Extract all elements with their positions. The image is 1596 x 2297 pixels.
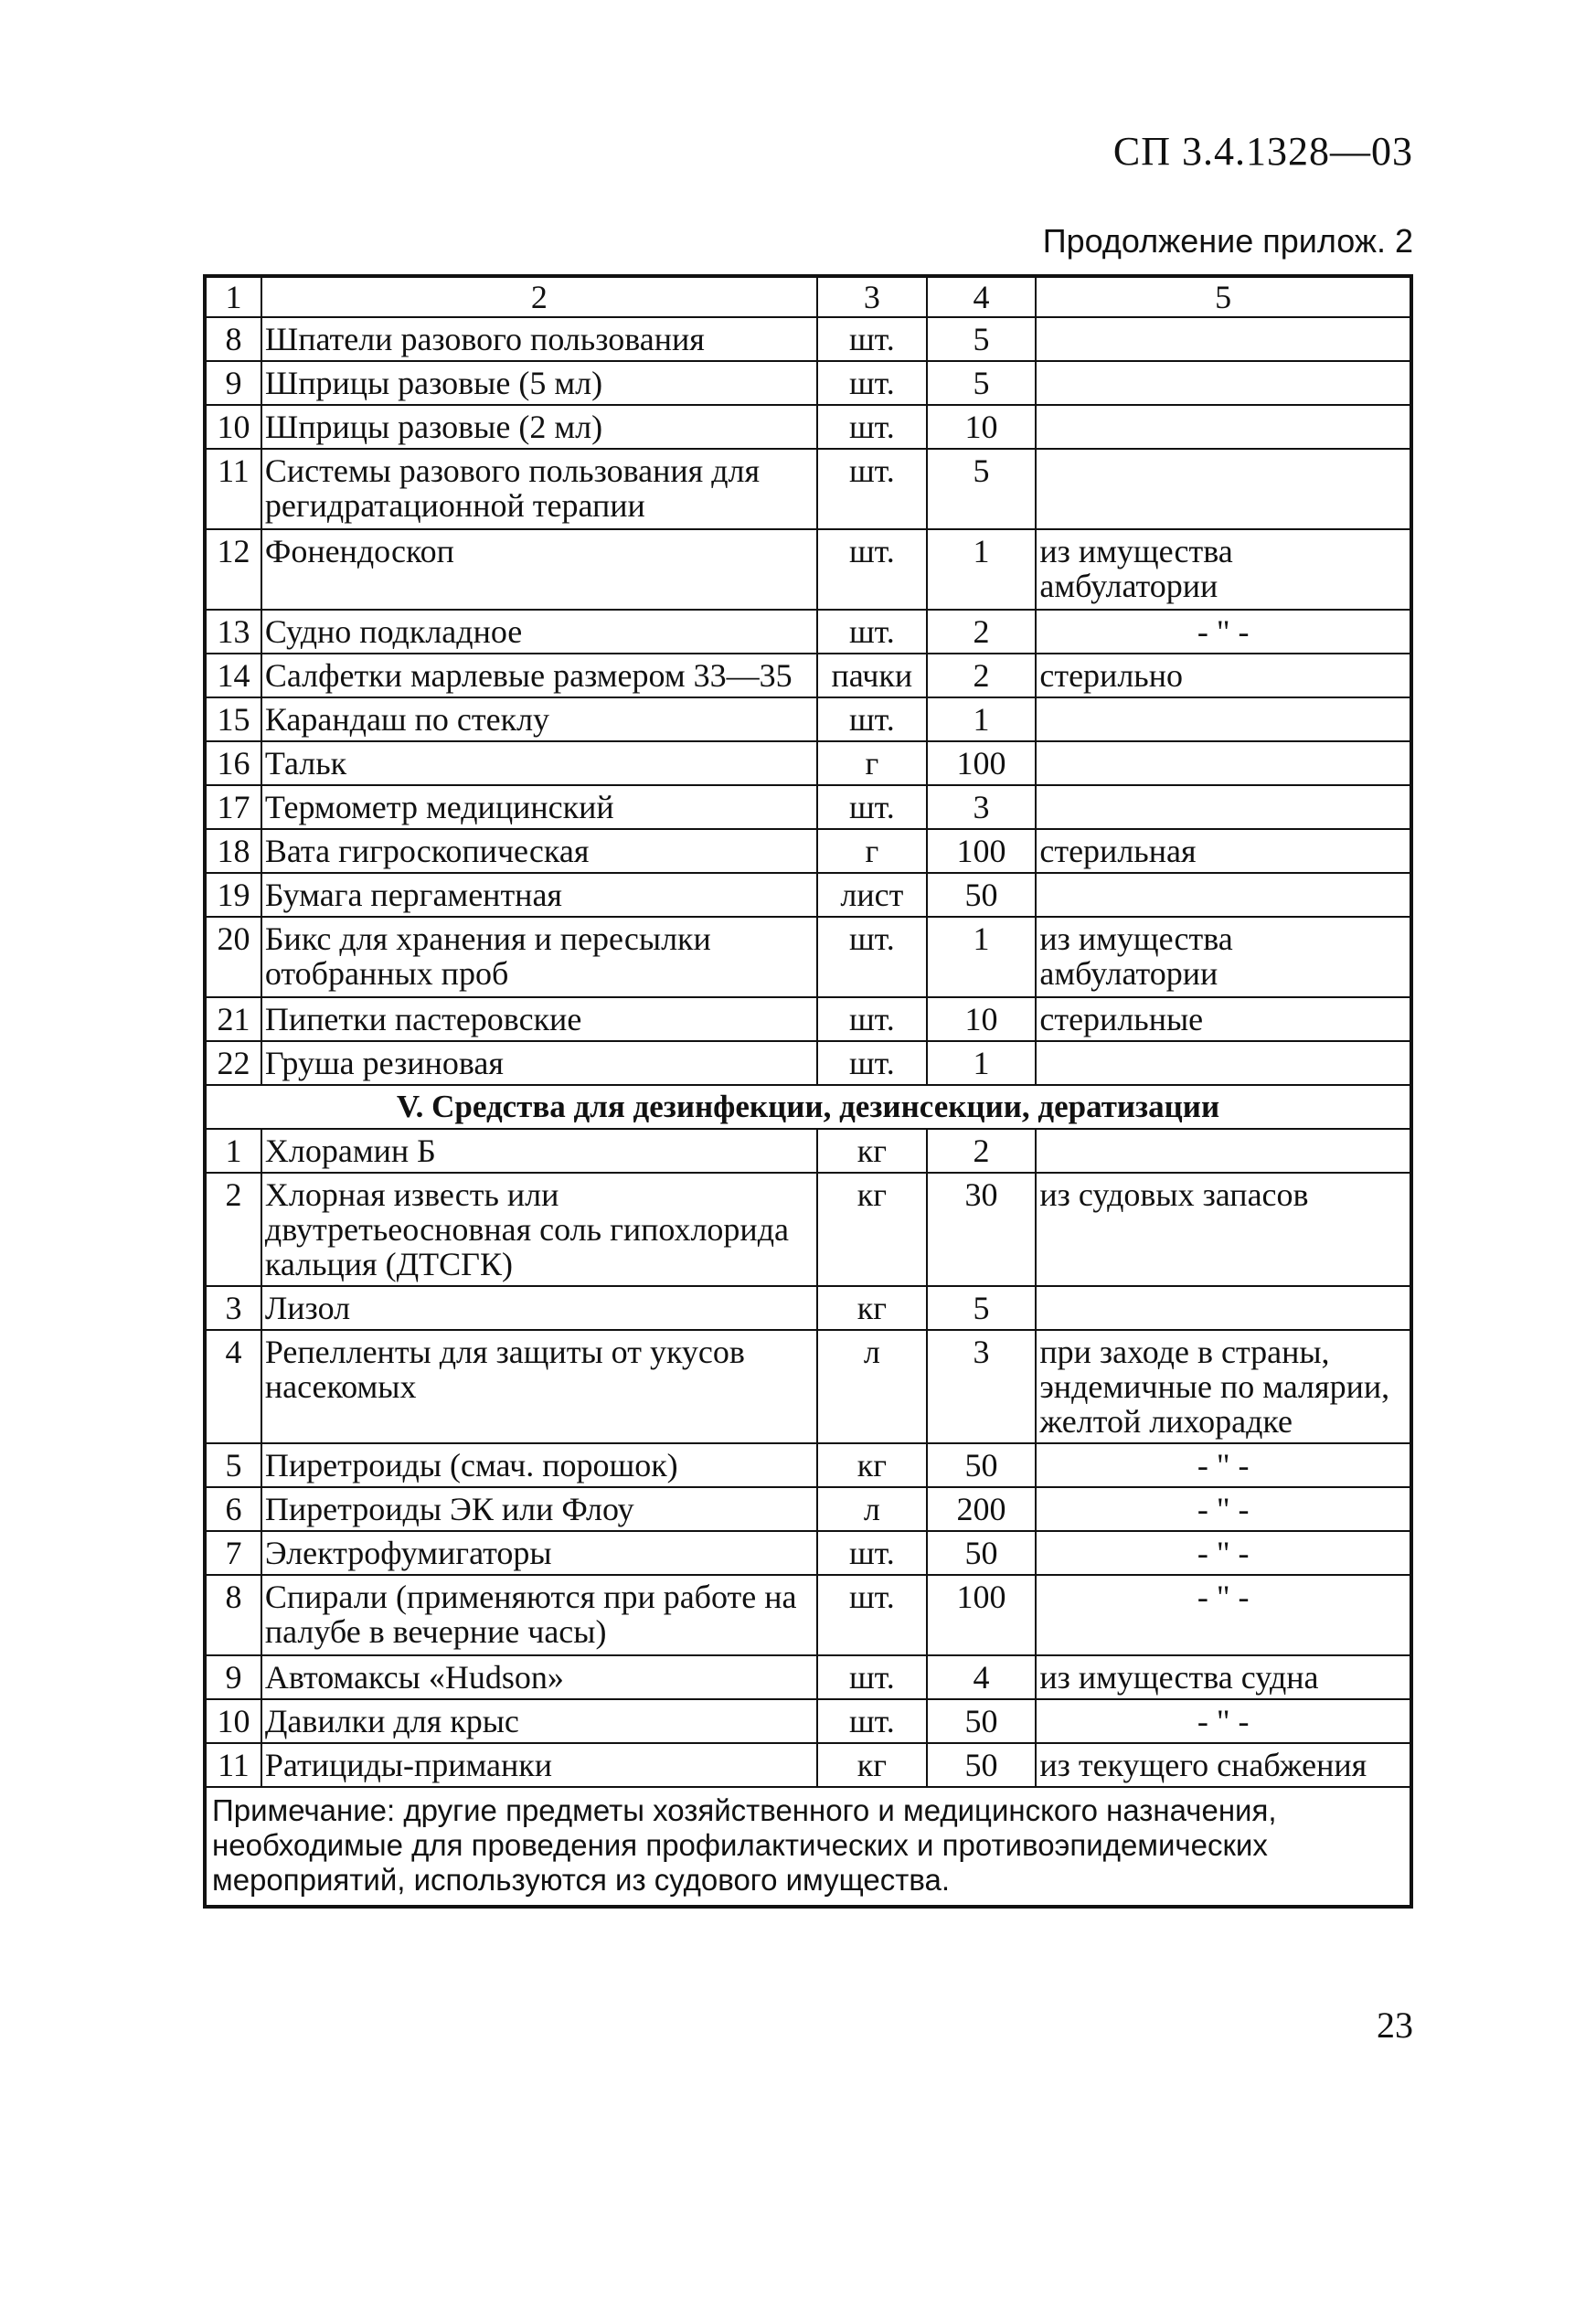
table-row [205, 1743, 1411, 1787]
table-row [205, 829, 1411, 873]
item-name: Термометр медицинский [261, 785, 817, 829]
item-quantity: 100 [927, 1575, 1037, 1655]
table-row [205, 1575, 1411, 1655]
section-title: V. Средства для дезинфекции, дезинсекции, дератизации [205, 1085, 1411, 1129]
item-name: Судно подкладное [261, 610, 817, 654]
item-unit: шт. [817, 1531, 927, 1575]
item-quantity: 5 [927, 361, 1037, 405]
item-unit: шт. [817, 1699, 927, 1743]
item-unit: л [817, 1330, 927, 1443]
table-row [205, 1443, 1411, 1487]
item-name: Лизол [261, 1286, 817, 1330]
item-note: из имущества судна [1036, 1655, 1411, 1699]
item-note [1036, 697, 1411, 741]
footnote-text: Примечание: другие предметы хозяйственного и медицинского назначения, необходимые для проведения профилактических и противоэпидемических мероприятий, используются из судового имущества. [205, 1787, 1411, 1907]
column-number: 2 [261, 276, 817, 317]
item-unit: шт. [817, 917, 927, 997]
item-name: Пиретроиды (смач. порошок) [261, 1443, 817, 1487]
item-note: при заходе в страны, эндемичные по малярии, желтой лихорадке [1036, 1330, 1411, 1443]
item-note: стерильная [1036, 829, 1411, 873]
item-note [1036, 873, 1411, 917]
row-number: 15 [205, 697, 261, 741]
item-quantity: 5 [927, 449, 1037, 529]
row-number: 6 [205, 1487, 261, 1531]
item-name: Спирали (применяются при работе на палубе в вечерние часы) [261, 1575, 817, 1655]
item-quantity: 2 [927, 1129, 1037, 1173]
table-row [205, 361, 1411, 405]
row-number: 13 [205, 610, 261, 654]
table-row [205, 610, 1411, 654]
row-number: 3 [205, 1286, 261, 1330]
table-row [205, 1173, 1411, 1286]
item-unit: г [817, 829, 927, 873]
item-unit: кг [817, 1743, 927, 1787]
column-number: 1 [205, 276, 261, 317]
item-name: Электрофумигаторы [261, 1531, 817, 1575]
row-number: 11 [205, 1743, 261, 1787]
item-unit: лист [817, 873, 927, 917]
item-note: стерильные [1036, 997, 1411, 1041]
item-note [1036, 449, 1411, 529]
row-number: 5 [205, 1443, 261, 1487]
item-note [1036, 317, 1411, 361]
table-row [205, 1129, 1411, 1173]
item-note: из имущества амбулатории [1036, 917, 1411, 997]
item-name: Репелленты для защиты от укусов насекомых [261, 1330, 817, 1443]
item-quantity: 30 [927, 1173, 1037, 1286]
item-unit: шт. [817, 1041, 927, 1085]
item-unit: шт. [817, 1655, 927, 1699]
item-quantity: 2 [927, 654, 1037, 697]
item-note [1036, 785, 1411, 829]
column-number-row [205, 276, 1411, 317]
table-row [205, 405, 1411, 449]
item-name: Пиретроиды ЭК или Флоу [261, 1487, 817, 1531]
item-quantity: 100 [927, 741, 1037, 785]
row-number: 9 [205, 1655, 261, 1699]
item-name: Ратициды-приманки [261, 1743, 817, 1787]
item-quantity: 1 [927, 917, 1037, 997]
item-note: стерильно [1036, 654, 1411, 697]
row-number: 2 [205, 1173, 261, 1286]
item-name: Шприцы разовые (2 мл) [261, 405, 817, 449]
item-name: Фонендоскоп [261, 529, 817, 610]
row-number: 8 [205, 317, 261, 361]
item-note: из текущего снабжения [1036, 1743, 1411, 1787]
item-name: Карандаш по стеклу [261, 697, 817, 741]
row-number: 1 [205, 1129, 261, 1173]
item-unit: пачки [817, 654, 927, 697]
item-unit: шт. [817, 449, 927, 529]
item-unit: шт. [817, 1575, 927, 1655]
item-quantity: 200 [927, 1487, 1037, 1531]
item-quantity: 1 [927, 697, 1037, 741]
item-note [1036, 1041, 1411, 1085]
item-quantity: 5 [927, 1286, 1037, 1330]
item-unit: шт. [817, 317, 927, 361]
table-row [205, 1041, 1411, 1085]
document-code: СП 3.4.1328—03 [1112, 129, 1413, 174]
table-row [205, 873, 1411, 917]
column-number: 5 [1036, 276, 1411, 317]
item-name: Шприцы разовые (5 мл) [261, 361, 817, 405]
row-number: 10 [205, 1699, 261, 1743]
table-row [205, 317, 1411, 361]
table-row [205, 785, 1411, 829]
item-name: Шпатели разового пользования [261, 317, 817, 361]
column-number: 3 [817, 276, 927, 317]
table-row [205, 741, 1411, 785]
table-row [205, 1655, 1411, 1699]
footnote-row [205, 1787, 1411, 1907]
item-name: Давилки для крыс [261, 1699, 817, 1743]
item-quantity: 5 [927, 317, 1037, 361]
item-name: Хлорная известь или двутретьеосновная соль гипохлорида кальция (ДТСГК) [261, 1173, 817, 1286]
row-number: 22 [205, 1041, 261, 1085]
page-number: 23 [1377, 2005, 1413, 2046]
row-number: 11 [205, 449, 261, 529]
row-number: 9 [205, 361, 261, 405]
supplies-table [203, 274, 1413, 1909]
item-note: - " - [1036, 1531, 1411, 1575]
item-name: Хлорамин Б [261, 1129, 817, 1173]
row-number: 14 [205, 654, 261, 697]
item-unit: шт. [817, 697, 927, 741]
item-unit: л [817, 1487, 927, 1531]
row-number: 10 [205, 405, 261, 449]
table-row [205, 917, 1411, 997]
item-unit: кг [817, 1443, 927, 1487]
table-row [205, 529, 1411, 610]
item-quantity: 2 [927, 610, 1037, 654]
continuation-label: Продолжение прилож. 2 [1042, 222, 1413, 260]
table-row [205, 1286, 1411, 1330]
table-row [205, 997, 1411, 1041]
item-quantity: 50 [927, 1443, 1037, 1487]
item-name: Салфетки марлевые размером 33—35 [261, 654, 817, 697]
item-quantity: 3 [927, 785, 1037, 829]
item-quantity: 1 [927, 1041, 1037, 1085]
item-name: Вата гигроскопическая [261, 829, 817, 873]
item-unit: шт. [817, 610, 927, 654]
row-number: 16 [205, 741, 261, 785]
item-quantity: 10 [927, 405, 1037, 449]
item-name: Груша резиновая [261, 1041, 817, 1085]
row-number: 19 [205, 873, 261, 917]
item-quantity: 4 [927, 1655, 1037, 1699]
item-note [1036, 361, 1411, 405]
item-name: Тальк [261, 741, 817, 785]
item-unit: шт. [817, 529, 927, 610]
item-quantity: 100 [927, 829, 1037, 873]
table-row [205, 1330, 1411, 1443]
item-note: - " - [1036, 1443, 1411, 1487]
table-row [205, 654, 1411, 697]
item-note [1036, 405, 1411, 449]
row-number: 17 [205, 785, 261, 829]
item-unit: кг [817, 1286, 927, 1330]
row-number: 12 [205, 529, 261, 610]
item-unit: шт. [817, 785, 927, 829]
section-header-row [205, 1085, 1411, 1129]
row-number: 18 [205, 829, 261, 873]
item-name: Бикс для хранения и пересылки отобранных проб [261, 917, 817, 997]
item-note: из имущества амбулатории [1036, 529, 1411, 610]
item-quantity: 50 [927, 873, 1037, 917]
table-row [205, 697, 1411, 741]
item-name: Пипетки пастеровские [261, 997, 817, 1041]
row-number: 4 [205, 1330, 261, 1443]
column-number: 4 [927, 276, 1037, 317]
item-note: - " - [1036, 1699, 1411, 1743]
item-quantity: 50 [927, 1699, 1037, 1743]
item-name: Системы разового пользования для регидратационной терапии [261, 449, 817, 529]
item-quantity: 50 [927, 1531, 1037, 1575]
item-note: из судовых запасов [1036, 1173, 1411, 1286]
item-note [1036, 1286, 1411, 1330]
item-quantity: 50 [927, 1743, 1037, 1787]
item-unit: кг [817, 1129, 927, 1173]
row-number: 8 [205, 1575, 261, 1655]
row-number: 21 [205, 997, 261, 1041]
row-number: 20 [205, 917, 261, 997]
item-quantity: 10 [927, 997, 1037, 1041]
item-note: - " - [1036, 1487, 1411, 1531]
item-name: Бумага пергаментная [261, 873, 817, 917]
row-number: 7 [205, 1531, 261, 1575]
item-name: Автомаксы «Hudson» [261, 1655, 817, 1699]
item-unit: г [817, 741, 927, 785]
item-unit: шт. [817, 405, 927, 449]
item-unit: кг [817, 1173, 927, 1286]
table-row [205, 449, 1411, 529]
item-note: - " - [1036, 1575, 1411, 1655]
item-quantity: 1 [927, 529, 1037, 610]
item-quantity: 3 [927, 1330, 1037, 1443]
table-row [205, 1487, 1411, 1531]
item-note [1036, 741, 1411, 785]
item-unit: шт. [817, 361, 927, 405]
table-row [205, 1531, 1411, 1575]
item-unit: шт. [817, 997, 927, 1041]
item-note [1036, 1129, 1411, 1173]
item-note: - " - [1036, 610, 1411, 654]
table-row [205, 1699, 1411, 1743]
